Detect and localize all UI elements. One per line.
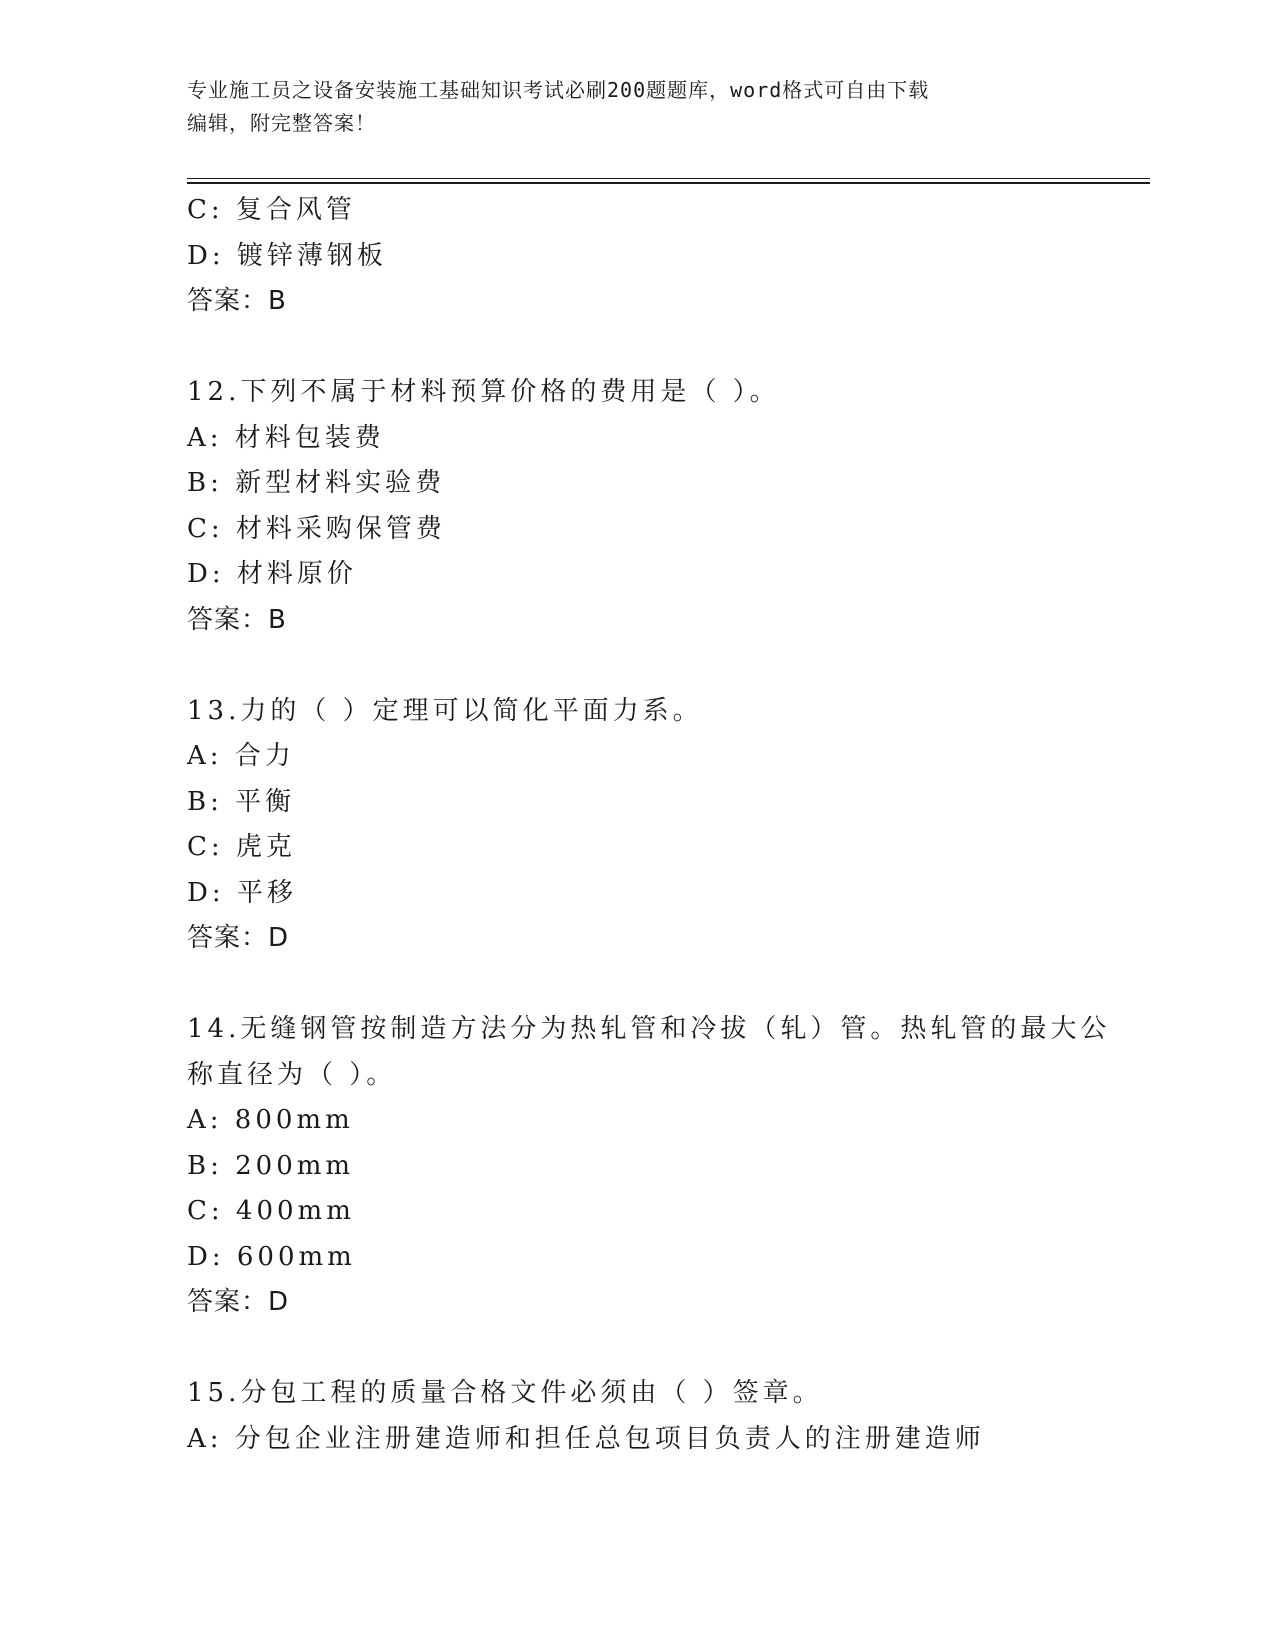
question-12 [187, 370, 1137, 643]
header-divider-thick [187, 182, 1150, 184]
option-c: C: 复合风管 [187, 195, 356, 225]
question-stem: 15.分包工程的质量合格文件必须由（ ）签章。 [187, 1378, 823, 1408]
option-d: D: 材料原价 [187, 559, 357, 589]
header-title-line-1: 专业施工员之设备安装施工基础知识考试必刷200题题库，word格式可自由下载 [187, 78, 930, 102]
option-a: A: 合力 [187, 741, 295, 771]
option-c: C: 材料采购保管费 [187, 513, 446, 544]
question-stem: 12.下列不属于材料预算价格的费用是（ ）。 [187, 377, 780, 407]
question-stem: 13.力的（ ）定理可以简化平面力系。 [187, 695, 703, 726]
question-stem: 14.无缝钢管按制造方法分为热轧管和冷拔（轧）管。热轧管的最大公 [187, 1014, 1111, 1044]
question-14 [187, 1007, 1137, 1326]
option-d: D: 镀锌薄钢板 [187, 240, 387, 271]
answer-line: 答案：B [187, 286, 287, 316]
option-a: A: 分包企业注册建造师和担任总包项目负责人的注册建造师 [187, 1423, 985, 1454]
question-13 [187, 689, 1137, 962]
answer-line: 答案：D [187, 923, 290, 953]
option-b: B: 新型材料实验费 [187, 468, 446, 498]
question-11-tail [187, 188, 1137, 325]
spacer [187, 643, 1137, 689]
question-15 [187, 1371, 1137, 1462]
option-d: D: 平移 [187, 877, 297, 908]
answer-line: 答案：B [187, 604, 287, 635]
question-list [187, 188, 1137, 1462]
question-stem-continued: 称直径为（ ）。 [187, 1059, 397, 1090]
spacer [187, 1326, 1137, 1372]
answer-line: 答案：D [187, 1287, 290, 1317]
option-d: D: 600mm [187, 1241, 356, 1272]
option-a: A: 材料包装费 [187, 422, 385, 453]
spacer [187, 325, 1137, 371]
option-c: C: 虎克 [187, 832, 296, 862]
option-b: B: 平衡 [187, 786, 296, 817]
header-title-line-2: 编辑，附完整答案！ [187, 111, 376, 135]
option-a: A: 800mm [187, 1105, 354, 1135]
option-b: B: 200mm [187, 1150, 355, 1181]
header-divider-thin [187, 178, 1150, 179]
option-c: C: 400mm [187, 1196, 355, 1226]
document-header [187, 74, 1087, 140]
spacer [187, 962, 1137, 1008]
